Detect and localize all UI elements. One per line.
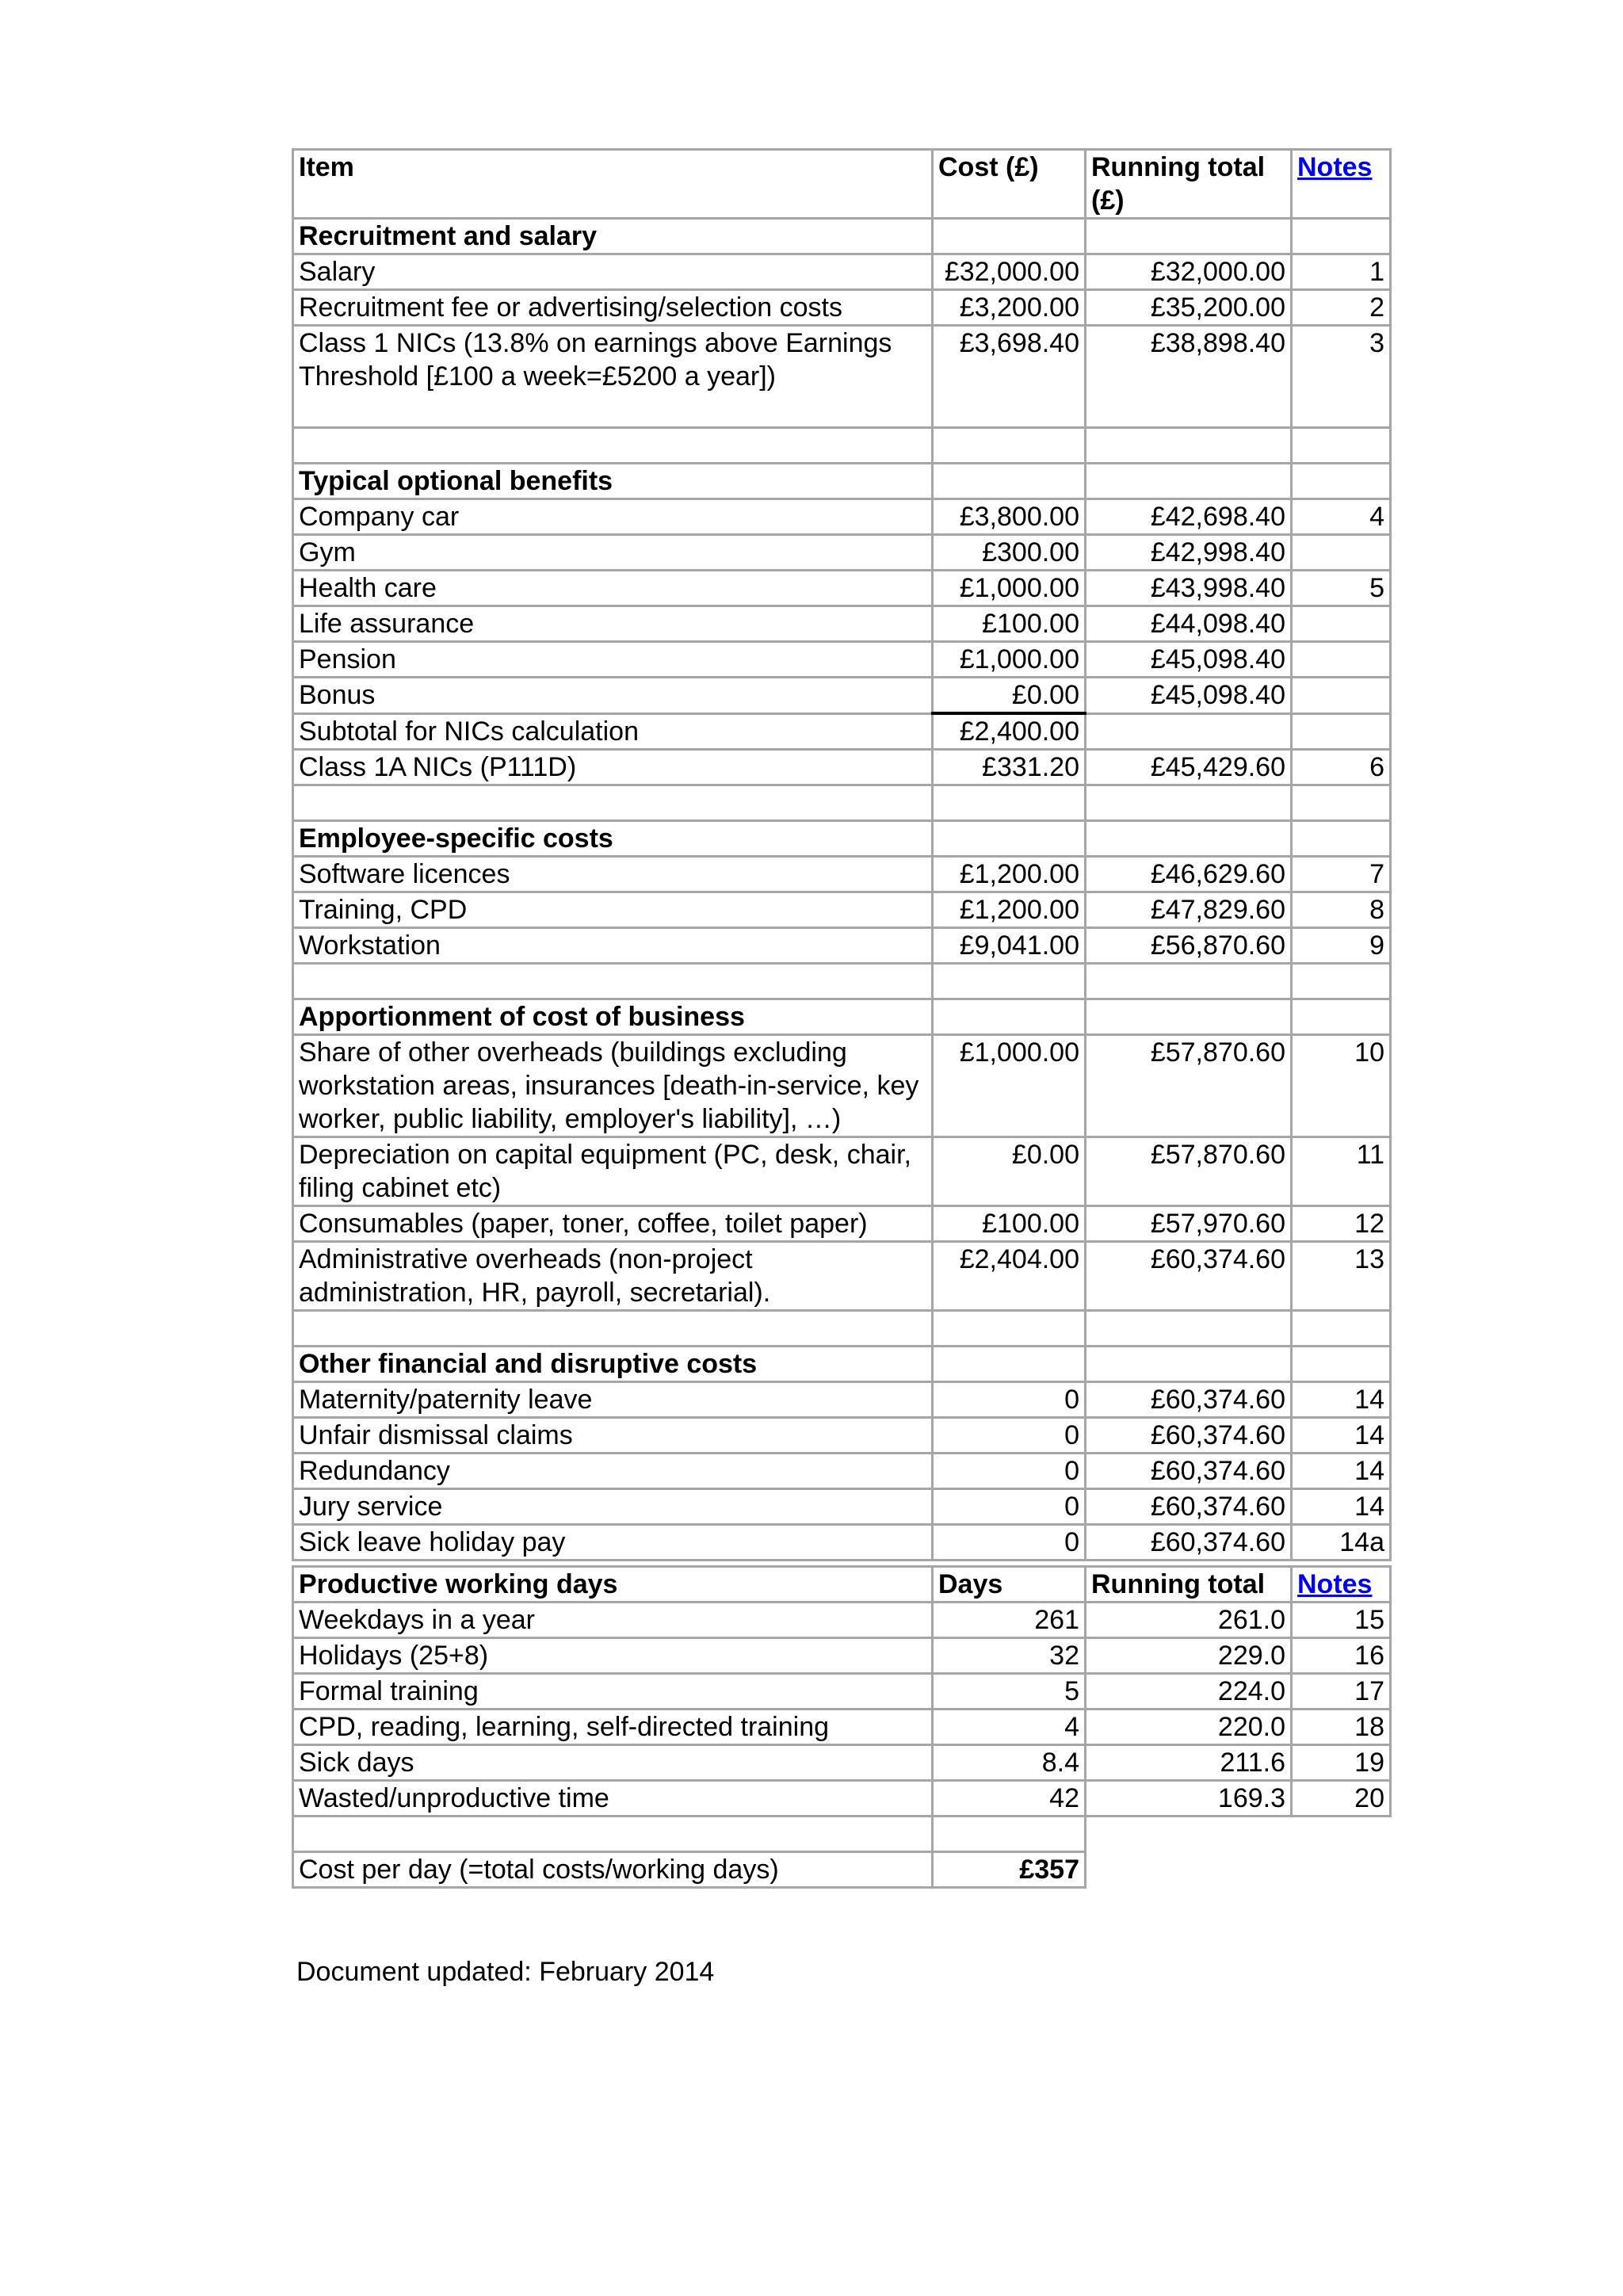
section-row <box>293 464 1391 499</box>
cost-row <box>293 857 1391 892</box>
running-total-value: £38,898.40 <box>1086 326 1292 428</box>
cost-value: 0 <box>933 1454 1086 1489</box>
cost-value: £300.00 <box>933 535 1086 571</box>
running-total-value: £35,200.00 <box>1086 290 1292 326</box>
header-running-total: Running total (£) <box>1086 150 1292 219</box>
item-label: Gym <box>293 535 933 571</box>
empty-cell <box>1292 964 1391 999</box>
empty-cell <box>1086 1347 1292 1382</box>
running-total-value: £47,829.60 <box>1086 892 1292 928</box>
header-notes-cell <box>1292 150 1391 219</box>
item-label: Class 1 NICs (13.8% on earnings above Earnings Threshold [£100 a week=£5200 a year]) <box>293 326 933 428</box>
empty-cell <box>293 1311 933 1347</box>
days-value: 5 <box>933 1674 1086 1710</box>
cost-per-day-label: Cost per day (=total costs/working days) <box>293 1852 933 1888</box>
cost-per-day-value: £357 <box>933 1852 1086 1888</box>
note-number <box>1292 713 1391 750</box>
section-heading: Typical optional benefits <box>293 464 933 499</box>
cost-value: £32,000.00 <box>933 254 1086 290</box>
empty-cell <box>293 964 933 999</box>
cost-value: £1,200.00 <box>933 892 1086 928</box>
empty-cell <box>1086 428 1292 464</box>
days-row <box>293 1674 1391 1710</box>
cost-row <box>293 642 1391 678</box>
empty-cell <box>933 785 1086 821</box>
days-note-number: 19 <box>1292 1745 1391 1781</box>
header-item: Item <box>293 150 933 219</box>
note-number <box>1292 535 1391 571</box>
note-number: 7 <box>1292 857 1391 892</box>
days-notes-link[interactable]: Notes <box>1297 1569 1373 1599</box>
empty-cell <box>1292 999 1391 1035</box>
item-label: Share of other overheads (buildings excluding workstation areas, insurances [death-in-service, key worker, public liability, employer's liability], …) <box>293 1035 933 1137</box>
running-total-value: £45,098.40 <box>1086 642 1292 678</box>
note-number: 8 <box>1292 892 1391 928</box>
running-total-value: £42,998.40 <box>1086 535 1292 571</box>
running-total-value: £60,374.60 <box>1086 1454 1292 1489</box>
days-table-header-row <box>293 1567 1391 1603</box>
running-total-value: £32,000.00 <box>1086 254 1292 290</box>
item-label: Consumables (paper, toner, coffee, toilet paper) <box>293 1206 933 1242</box>
item-label: Redundancy <box>293 1454 933 1489</box>
days-note-number: 18 <box>1292 1710 1391 1745</box>
note-number: 4 <box>1292 499 1391 535</box>
days-note-number: 20 <box>1292 1781 1391 1817</box>
cost-value: £2,400.00 <box>933 713 1086 750</box>
running-total-value: £57,970.60 <box>1086 1206 1292 1242</box>
cost-table <box>292 148 1392 1561</box>
days-running-total: 224.0 <box>1086 1674 1292 1710</box>
empty-cell <box>1086 999 1292 1035</box>
empty-cell <box>933 1347 1086 1382</box>
empty-cell <box>1086 219 1292 254</box>
cost-row <box>293 535 1391 571</box>
empty-cell <box>1292 1347 1391 1382</box>
empty-cell <box>933 999 1086 1035</box>
days-running-total: 261.0 <box>1086 1603 1292 1638</box>
spacer-row <box>293 964 1391 999</box>
cost-value: £1,000.00 <box>933 1035 1086 1137</box>
section-row <box>293 821 1391 857</box>
empty-cell <box>1086 1817 1391 1852</box>
cost-value: £1,200.00 <box>933 857 1086 892</box>
note-number: 12 <box>1292 1206 1391 1242</box>
days-note-number: 16 <box>1292 1638 1391 1674</box>
cost-value: £3,698.40 <box>933 326 1086 428</box>
header-productive-days: Productive working days <box>293 1567 933 1603</box>
empty-cell <box>293 1817 933 1852</box>
note-number: 6 <box>1292 750 1391 785</box>
empty-cell <box>933 1817 1086 1852</box>
days-item-label: Holidays (25+8) <box>293 1638 933 1674</box>
days-row <box>293 1603 1391 1638</box>
cost-row <box>293 1489 1391 1525</box>
empty-cell <box>933 821 1086 857</box>
item-label: Subtotal for NICs calculation <box>293 713 933 750</box>
days-row <box>293 1638 1391 1674</box>
item-label: Company car <box>293 499 933 535</box>
cost-row <box>293 1242 1391 1311</box>
cost-value: £100.00 <box>933 606 1086 642</box>
days-value: 261 <box>933 1603 1086 1638</box>
empty-cell <box>933 219 1086 254</box>
header-days: Days <box>933 1567 1086 1603</box>
item-label: Recruitment fee or advertising/selection costs <box>293 290 933 326</box>
cost-value: 0 <box>933 1382 1086 1418</box>
section-heading: Other financial and disruptive costs <box>293 1347 933 1382</box>
item-label: Maternity/paternity leave <box>293 1382 933 1418</box>
cost-row <box>293 290 1391 326</box>
empty-cell <box>933 428 1086 464</box>
days-row <box>293 1710 1391 1745</box>
cost-value: 0 <box>933 1525 1086 1561</box>
item-label: Pension <box>293 642 933 678</box>
cost-value: 0 <box>933 1418 1086 1454</box>
days-note-number: 17 <box>1292 1674 1391 1710</box>
cost-row <box>293 326 1391 428</box>
cost-value: £100.00 <box>933 1206 1086 1242</box>
item-label: Training, CPD <box>293 892 933 928</box>
note-number: 11 <box>1292 1137 1391 1206</box>
days-item-label: CPD, reading, learning, self-directed training <box>293 1710 933 1745</box>
item-label: Salary <box>293 254 933 290</box>
empty-cell <box>1086 964 1292 999</box>
spacer-row <box>293 1817 1391 1852</box>
days-row <box>293 1745 1391 1781</box>
empty-cell <box>1086 464 1292 499</box>
item-label: Health care <box>293 571 933 606</box>
cost-row <box>293 678 1391 714</box>
running-total-value: £60,374.60 <box>1086 1242 1292 1311</box>
empty-cell <box>1086 1852 1391 1888</box>
days-item-label: Wasted/unproductive time <box>293 1781 933 1817</box>
empty-cell <box>933 964 1086 999</box>
cost-row <box>293 928 1391 964</box>
cost-row <box>293 254 1391 290</box>
cost-value: £1,000.00 <box>933 571 1086 606</box>
item-label: Software licences <box>293 857 933 892</box>
running-total-value: £46,629.60 <box>1086 857 1292 892</box>
cost-per-day-row <box>293 1852 1391 1888</box>
running-total-value: £56,870.60 <box>1086 928 1292 964</box>
spacer-row <box>293 428 1391 464</box>
item-label: Life assurance <box>293 606 933 642</box>
empty-cell <box>293 785 933 821</box>
cost-row <box>293 750 1391 785</box>
empty-cell <box>1292 464 1391 499</box>
empty-cell <box>933 464 1086 499</box>
note-number: 14 <box>1292 1382 1391 1418</box>
note-number <box>1292 642 1391 678</box>
note-number: 2 <box>1292 290 1391 326</box>
cost-row <box>293 1525 1391 1561</box>
running-total-value: £60,374.60 <box>1086 1382 1292 1418</box>
note-number: 5 <box>1292 571 1391 606</box>
note-number: 14 <box>1292 1454 1391 1489</box>
note-number: 10 <box>1292 1035 1391 1137</box>
note-number: 14a <box>1292 1525 1391 1561</box>
days-running-total: 229.0 <box>1086 1638 1292 1674</box>
cost-value: 0 <box>933 1489 1086 1525</box>
document-updated: Document updated: February 2014 <box>296 1957 715 1987</box>
running-total-value: £45,429.60 <box>1086 750 1292 785</box>
cost-row <box>293 1418 1391 1454</box>
header-cost: Cost (£) <box>933 150 1086 219</box>
days-value: 8.4 <box>933 1745 1086 1781</box>
cost-row <box>293 892 1391 928</box>
note-number: 9 <box>1292 928 1391 964</box>
running-total-value: £60,374.60 <box>1086 1489 1292 1525</box>
note-number: 14 <box>1292 1418 1391 1454</box>
cost-value: £0.00 <box>933 1137 1086 1206</box>
cost-value: £2,404.00 <box>933 1242 1086 1311</box>
note-number <box>1292 678 1391 714</box>
section-heading: Apportionment of cost of business <box>293 999 933 1035</box>
days-value: 4 <box>933 1710 1086 1745</box>
running-total-value: £42,698.40 <box>1086 499 1292 535</box>
running-total-value: £45,098.40 <box>1086 678 1292 714</box>
days-item-label: Weekdays in a year <box>293 1603 933 1638</box>
section-row <box>293 999 1391 1035</box>
cost-table-header-row <box>293 150 1391 219</box>
item-label: Workstation <box>293 928 933 964</box>
cost-value: £9,041.00 <box>933 928 1086 964</box>
running-total-value: £57,870.60 <box>1086 1035 1292 1137</box>
days-item-label: Formal training <box>293 1674 933 1710</box>
cost-value: £3,200.00 <box>933 290 1086 326</box>
section-heading: Employee-specific costs <box>293 821 933 857</box>
cost-row <box>293 1382 1391 1418</box>
cost-row <box>293 1035 1391 1137</box>
spacer-row <box>293 1311 1391 1347</box>
running-total-value: £57,870.60 <box>1086 1137 1292 1206</box>
item-label: Jury service <box>293 1489 933 1525</box>
empty-cell <box>1292 428 1391 464</box>
empty-cell <box>933 1311 1086 1347</box>
cost-row <box>293 571 1391 606</box>
item-label: Bonus <box>293 678 933 714</box>
running-total-value: £44,098.40 <box>1086 606 1292 642</box>
empty-cell <box>1292 219 1391 254</box>
item-label: Class 1A NICs (P111D) <box>293 750 933 785</box>
cost-value: £1,000.00 <box>933 642 1086 678</box>
notes-link[interactable]: Notes <box>1297 152 1373 182</box>
days-item-label: Sick days <box>293 1745 933 1781</box>
empty-cell <box>293 428 933 464</box>
item-label: Sick leave holiday pay <box>293 1525 933 1561</box>
days-value: 42 <box>933 1781 1086 1817</box>
cost-row <box>293 499 1391 535</box>
empty-cell <box>1292 1311 1391 1347</box>
days-running-total: 211.6 <box>1086 1745 1292 1781</box>
cost-row <box>293 713 1391 750</box>
empty-cell <box>1086 821 1292 857</box>
running-total-value: £60,374.60 <box>1086 1525 1292 1561</box>
cost-row <box>293 606 1391 642</box>
item-label: Administrative overheads (non-project administration, HR, payroll, secretarial). <box>293 1242 933 1311</box>
days-running-total: 169.3 <box>1086 1781 1292 1817</box>
running-total-value: £60,374.60 <box>1086 1418 1292 1454</box>
cost-row <box>293 1454 1391 1489</box>
header-days-notes-cell <box>1292 1567 1391 1603</box>
section-row <box>293 219 1391 254</box>
days-table <box>292 1565 1392 1889</box>
item-label: Depreciation on capital equipment (PC, desk, chair, filing cabinet etc) <box>293 1137 933 1206</box>
days-note-number: 15 <box>1292 1603 1391 1638</box>
section-heading: Recruitment and salary <box>293 219 933 254</box>
section-row <box>293 1347 1391 1382</box>
item-label: Unfair dismissal claims <box>293 1418 933 1454</box>
cost-row <box>293 1137 1391 1206</box>
note-number: 1 <box>1292 254 1391 290</box>
header-days-running-total: Running total <box>1086 1567 1292 1603</box>
empty-cell <box>1086 1311 1292 1347</box>
days-value: 32 <box>933 1638 1086 1674</box>
cost-value: £3,800.00 <box>933 499 1086 535</box>
days-row <box>293 1781 1391 1817</box>
note-number <box>1292 606 1391 642</box>
days-running-total: 220.0 <box>1086 1710 1292 1745</box>
empty-cell <box>1292 821 1391 857</box>
note-number: 3 <box>1292 326 1391 428</box>
running-total-value <box>1086 713 1292 750</box>
spacer-row <box>293 785 1391 821</box>
note-number: 13 <box>1292 1242 1391 1311</box>
empty-cell <box>1292 785 1391 821</box>
cost-value: £331.20 <box>933 750 1086 785</box>
note-number: 14 <box>1292 1489 1391 1525</box>
cost-value: £0.00 <box>933 678 1086 714</box>
running-total-value: £43,998.40 <box>1086 571 1292 606</box>
cost-row <box>293 1206 1391 1242</box>
empty-cell <box>1086 785 1292 821</box>
